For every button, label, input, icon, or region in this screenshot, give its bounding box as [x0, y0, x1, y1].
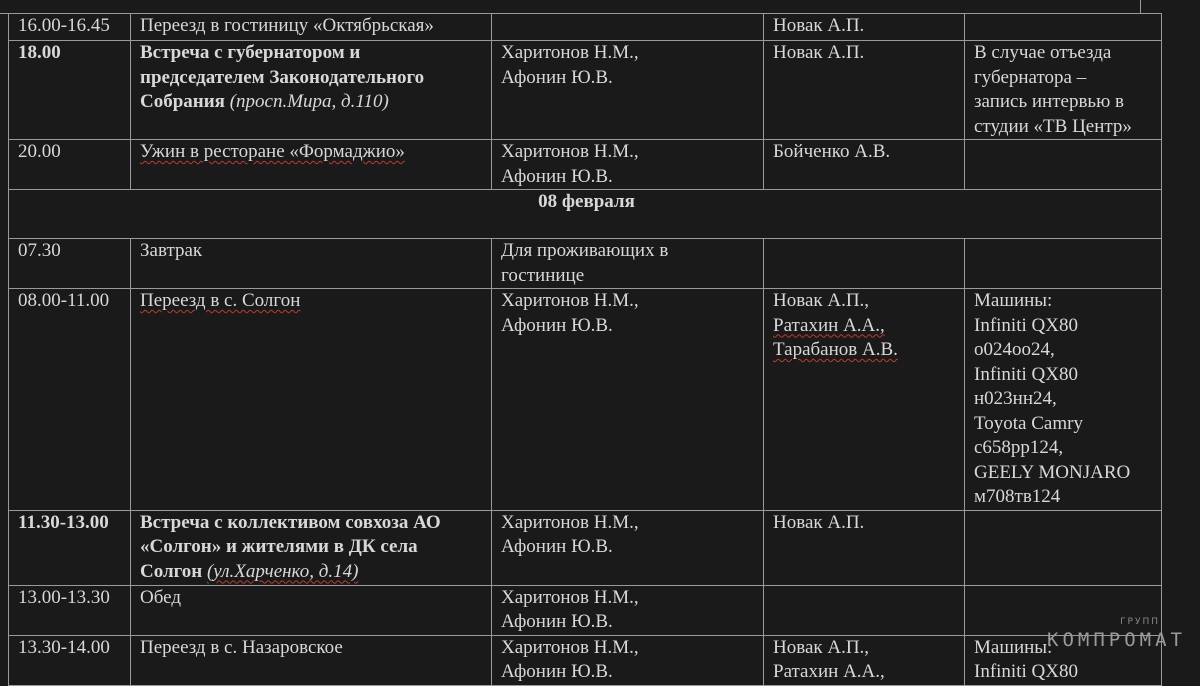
- participants-cell: Харитонов Н.М., Афонин Ю.В.: [492, 635, 764, 685]
- time-cell: 08.00-11.00: [9, 289, 131, 511]
- time-cell: 13.00-13.30: [9, 585, 131, 635]
- responsible-cell: Бойченко А.В.: [764, 140, 965, 190]
- table-row: [9, 41, 1162, 140]
- time-cell: 16.00-16.45: [9, 14, 131, 41]
- table-row: [9, 14, 1162, 41]
- table-row: [9, 289, 1162, 511]
- responsible-cell: Новак А.П.: [764, 14, 965, 41]
- table-row: [9, 585, 1162, 635]
- table-row: [9, 140, 1162, 190]
- participants-cell: Харитонов Н.М., Афонин Ю.В.: [492, 140, 764, 190]
- notes-cell: В случае отъезда губернатора – запись интервью в студии «ТВ Центр»: [965, 41, 1162, 140]
- event-address: (ул.Харченко, д.14): [206, 560, 359, 582]
- day-header-row: [9, 190, 1162, 239]
- notes-cell: [965, 239, 1162, 289]
- event-cell: Ужин в ресторане «Формаджио»: [131, 140, 492, 190]
- event-cell: Переезд в с. Солгон: [131, 289, 492, 511]
- event-cell: Переезд в с. Назаровское: [131, 635, 492, 685]
- time-cell: 11.30-13.00: [9, 510, 131, 585]
- table-row: [9, 239, 1162, 289]
- time-cell: 20.00: [9, 140, 131, 190]
- event-cell: Завтрак: [131, 239, 492, 289]
- table-row: [9, 510, 1162, 585]
- participants-cell: Харитонов Н.М., Афонин Ю.В.: [492, 585, 764, 635]
- responsible-cell: [764, 585, 965, 635]
- notes-cell: Машины: Infiniti QX80: [965, 635, 1162, 685]
- watermark-small: ГРУПП: [1120, 617, 1160, 627]
- responsible-cell: Новак А.П., Ратахин А.А.,: [764, 635, 965, 685]
- responsible-cell: Новак А.П., Ратахин А.А., Тарабанов А.В.: [764, 289, 965, 511]
- participants-cell: Харитонов Н.М., Афонин Ю.В.: [492, 41, 764, 140]
- notes-cell: [965, 14, 1162, 41]
- event-cell: Переезд в гостиницу «Октябрьская»: [131, 14, 492, 41]
- table-row: [9, 635, 1162, 685]
- participants-cell: Харитонов Н.М., Афонин Ю.В.: [492, 289, 764, 511]
- participants-cell: Харитонов Н.М., Афонин Ю.В.: [492, 510, 764, 585]
- top-border: [0, 0, 1141, 14]
- watermark: КОМПРОМАТ: [1047, 629, 1186, 651]
- schedule-table: [8, 13, 1162, 686]
- event-address: (просп.Мира, д.110): [229, 91, 389, 112]
- responsible-cell: [764, 239, 965, 289]
- day-header: 08 февраля: [9, 190, 1162, 239]
- notes-cell: [965, 510, 1162, 585]
- time-cell: 13.30-14.00: [9, 635, 131, 685]
- event-cell: Встреча с губернатором и председателем Законодательного Собрания (просп.Мира, д.110): [131, 41, 492, 140]
- notes-cell: [965, 140, 1162, 190]
- participants-cell: Для проживающих в гостинице: [492, 239, 764, 289]
- responsible-cell: Новак А.П.: [764, 510, 965, 585]
- event-cell: Обед: [131, 585, 492, 635]
- notes-cell: [965, 585, 1162, 635]
- responsible-cell: Новак А.П.: [764, 41, 965, 140]
- time-cell: 07.30: [9, 239, 131, 289]
- participants-cell: [492, 14, 764, 41]
- time-cell: 18.00: [9, 41, 131, 140]
- event-cell: Встреча с коллективом совхоза АО «Солгон» и жителями в ДК села Солгон (ул.Харченко, д.14): [131, 510, 492, 585]
- notes-cell: Машины: Infiniti QX80 о024оо24, Infiniti QX80 н023нн24, Toyota Camry с658рр124, GEELY MONJARO м708тв124: [965, 289, 1162, 511]
